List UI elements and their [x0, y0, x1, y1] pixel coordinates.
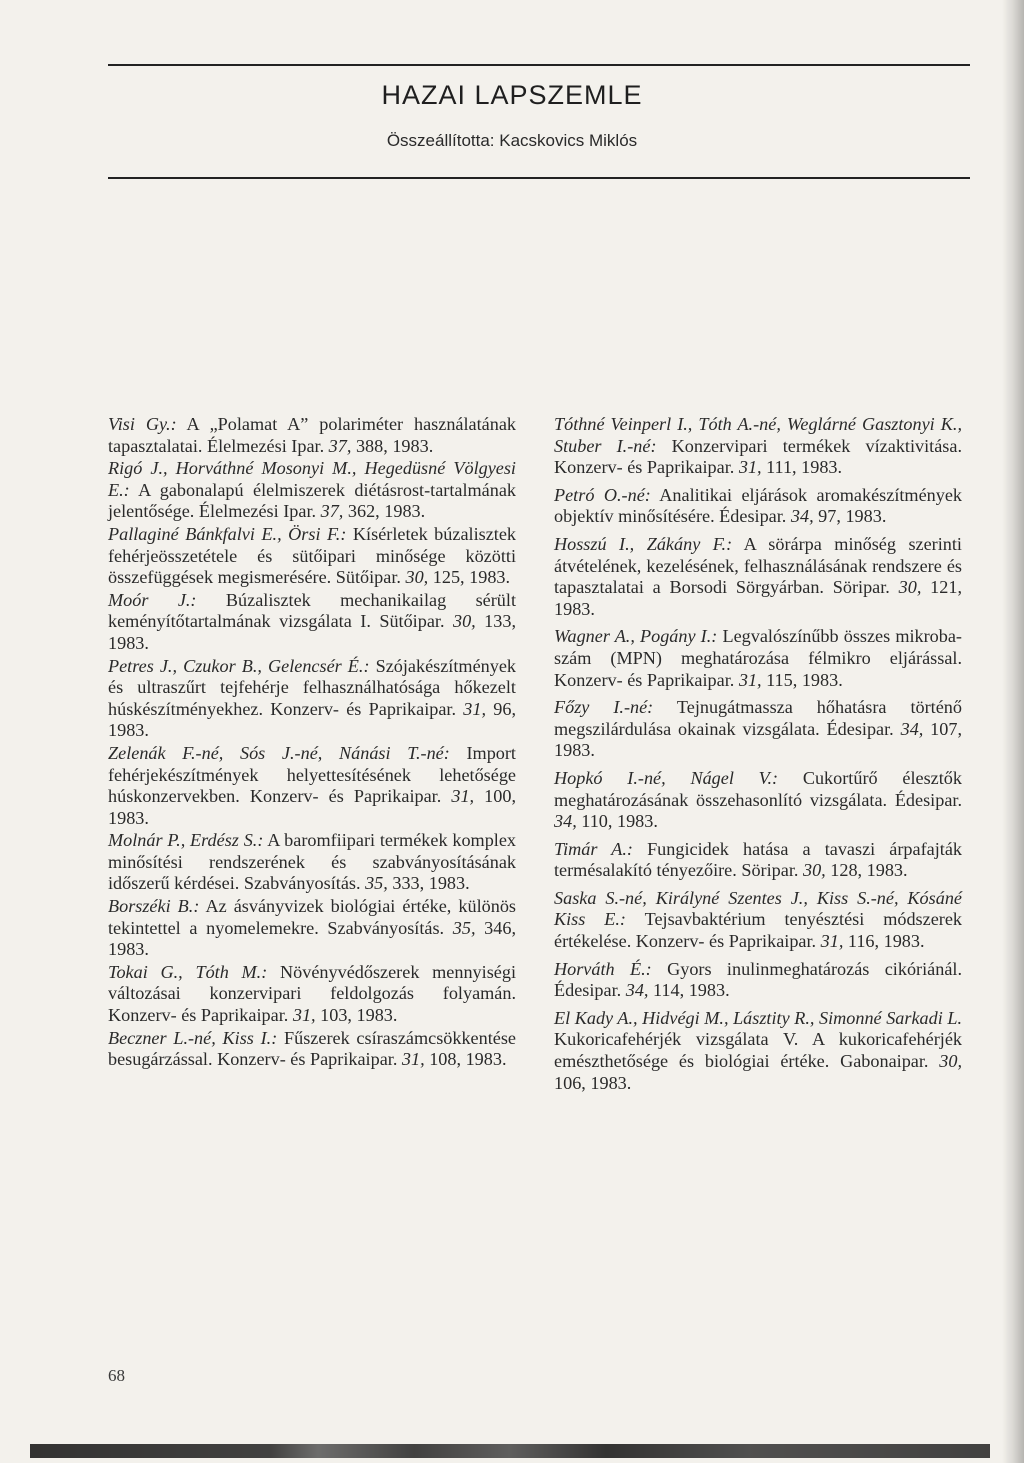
bibliography-entry: Horváth É.: Gyors inulinmeghatározás cikóriánál. Édesipar. 34, 114, 1983.: [554, 958, 962, 1001]
page-edge-shadow: [1002, 0, 1024, 1463]
bibliography-entry: Timár A.: Fungicidek hatása a tavaszi árpafajták termésalakító tényezőire. Söripar. 30, 128, 1983.: [554, 838, 963, 881]
bibliography-entry: Petres J., Czukor B., Gelencsér É.: Szójakészítmények és ultraszűrt tejfehérje felhasználhatósága hőkezelt húskészítményekhez. Konzerv- és Paprikaipar. 31, 96, 1983.: [108, 655, 517, 741]
header-bottom-rule: [108, 177, 970, 179]
bibliography-entry: Főzy I.-né: Tejnugátmassza hőhatásra történő megszilárdulása okainak vizsgálata. Édesipar. 34, 107, 1983.: [554, 697, 963, 761]
bibliography-entry: Hopkó I.-né, Nágel V.: Cukortűrő élesztők meghatározásának összehasonlító vizsgálata. Édesipar. 34, 110, 1983.: [554, 767, 962, 832]
bibliography-entry: Molnár P., Erdész S.: A baromfiipari termékek komplex minősítési rendszerének és szabványosításának időszerű kérdései. Szabványosítás. 35, 333, 1983.: [108, 830, 517, 894]
bibliography-entry: Tokai G., Tóth M.: Növényvédőszerek mennyiségi változásai konzervipari feldolgozás folyamán. Konzerv- és Paprikaipar. 31, 103, 1983.: [108, 961, 516, 1026]
bibliography-entry: Wagner A., Pogány I.: Legvalószínűbb összes mikroba-szám (MPN) meghatározása félmikro eljárással. Konzerv- és Paprikaipar. 31, 115, 1983.: [554, 626, 962, 690]
bibliography-entry: Hosszú I., Zákány F.: A sörárpa minőség szerinti átvételének, kezelésének, felhasználásának rendszere és tapasztalatai a Borsodi Sörgyárban. Söripar. 30, 121, 1983.: [554, 533, 962, 619]
section-title: HAZAI LAPSZEMLE: [381, 80, 643, 110]
bibliography-entry: Borszéki B.: Az ásványvizek biológiai értéke, különös tekintettel a nyomelemekre. Szabványosítás. 35, 346, 1983.: [108, 896, 517, 960]
left-column: [108, 414, 516, 1071]
bibliography-entry: Pallaginé Bánkfalvi E., Örsi F.: Kísérletek búzalisztek fehérjeösszetétele és sütőipari minősége közötti összefüggések megismerésére. Sütőipar. 30, 125, 1983.: [108, 523, 516, 588]
bibliography-entry: Petró O.-né: Analitikai eljárások aromakészítmények objektív minősítésére. Édesipar. 34, 97, 1983.: [554, 484, 962, 527]
bibliography-entry: Saska S.-né, Királyné Szentes J., Kiss S.-né, Kósáné Kiss E.: Tejsavbaktérium tenyésztési módszerek értékelése. Konzerv- és Paprikaipar. 31, 116, 1983.: [554, 887, 962, 952]
compiler-credit: Összeállította: Kacskovics Miklós: [386, 131, 638, 150]
bibliography-entry: Visi Gy.: A „Polamat A” polariméter használatának tapasztalatai. Élelmezési Ipar. 37, 388, 1983.: [108, 414, 517, 456]
page-number: 68: [108, 1366, 125, 1385]
header-top-rule: [108, 64, 970, 66]
scan-edge-artifact: [30, 1444, 990, 1458]
bibliography-entry: Zelenák F.-né, Sós J.-né, Nánási T.-né: Import fehérjekészítmények helyettesítésének lehetősége húskonzervekben. Konzerv- és Paprikaipar. 31, 100, 1983.: [108, 742, 517, 828]
bibliography-entry: Beczner L.-né, Kiss I.: Fűszerek csíraszámcsökkentése besugárzással. Konzerv- és Paprikaipar. 31, 108, 1983.: [108, 1027, 516, 1070]
bibliography-entry: El Kady A., Hidvégi M., Lásztity R., Simonné Sarkadi L. Kukoricafehérjék vizsgálata V. A kukoricafehérjék emészthetősége és biológiai értéke. Gabonaipar. 30, 106, 1983.: [554, 1007, 962, 1093]
right-column: [554, 414, 962, 1094]
bibliography-entry: Tóthné Veinperl I., Tóth A.-né, Weglárné Gasztonyi K., Stuber I.-né: Konzervipari termékek vízaktivitása. Konzerv- és Paprikaipar. 31, 111, 1983.: [554, 414, 962, 478]
bibliography-entry: Rigó J., Horváthné Mosonyi M., Hegedüsné Völgyesi E.: A gabonalapú élelmiszerek diétásrost-tartalmának jelentősége. Élelmezési Ipar. 37, 362, 1983.: [108, 458, 516, 522]
bibliography-entry: Moór J.: Búzalisztek mechanikailag sérült keményítőtartalmának vizsgálata I. Sütőipar. 30, 133, 1983.: [108, 589, 517, 653]
